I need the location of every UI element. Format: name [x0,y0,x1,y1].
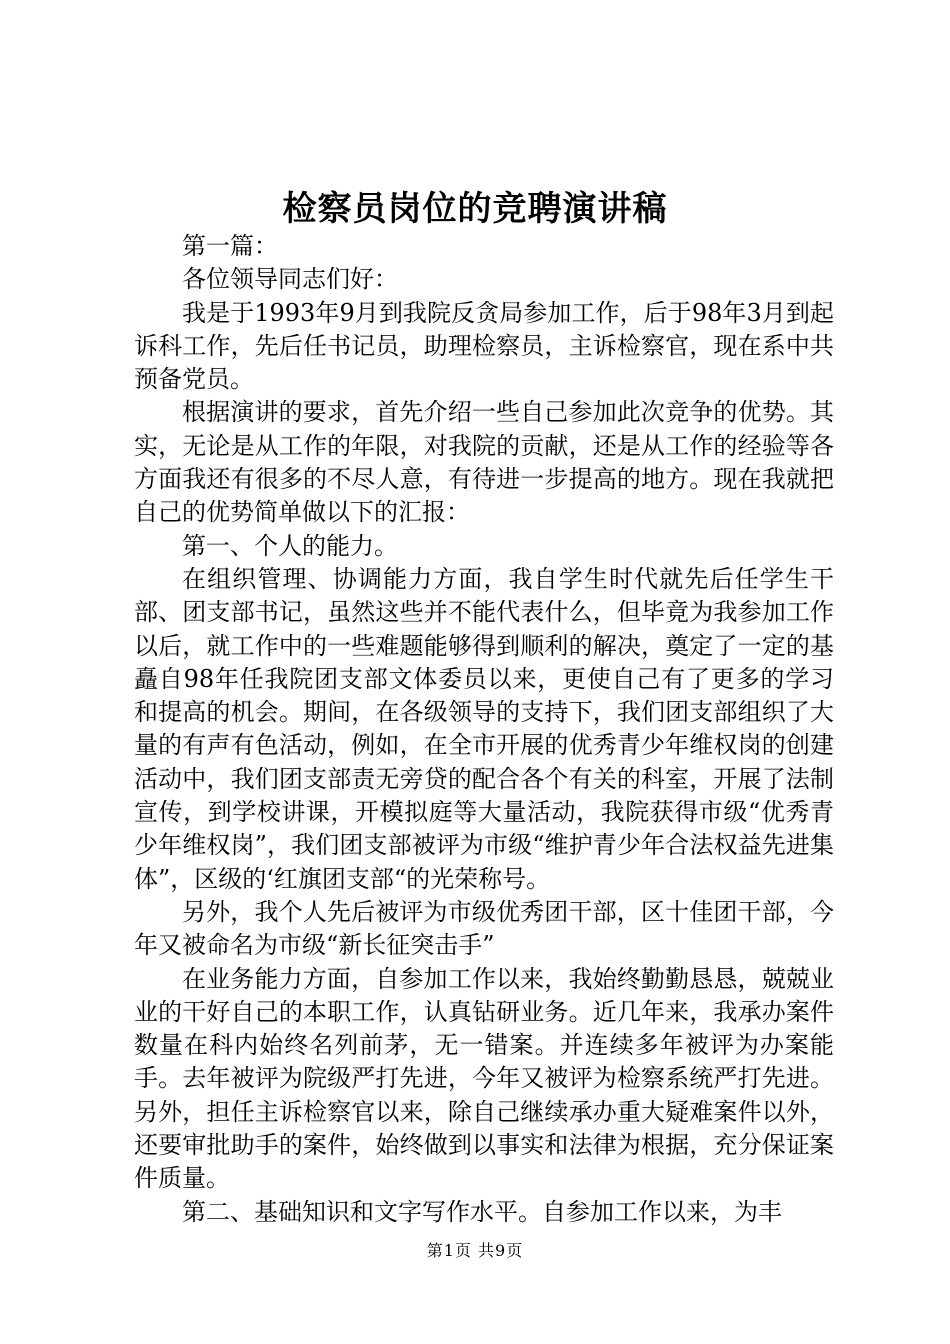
document-title: 检察员岗位的竞聘演讲稿 [282,189,668,229]
document-body [134,230,834,1229]
paragraph: 在业务能力方面，自参加工作以来，我始终勤勤恳恳，兢兢业业的干好自己的本职工作，认真钻研业务。近几年来，我承办案件数量在科内始终名列前茅，无一错案。并连续多年被评为办案能手。去年被评为院级严打先进，今年又被评为检察系统严打先进。另外，担任主诉检察官以来，除自己继续承办重大疑难案件以外，还要审批助手的案件，始终做到以事实和法律为根据，充分保证案件质量。 [134,964,834,1193]
paragraph: 根据演讲的要求，首先介绍一些自己参加此次竞争的优势。其实，无论是从工作的年限，对我院的贡献，还是从工作的经验等各方面我还有很多的不尽人意，有待进一步提高的地方。现在我就把自己的优势简单做以下的汇报： [134,398,834,527]
paragraph: 我是于1993年9月到我院反贪局参加工作，后于98年3月到起诉科工作，先后任书记员，助理检察员，主诉检察官，现在系中共预备党员。 [134,298,834,394]
paragraph: 第二、基础知识和文字写作水平。自参加工作以来，为丰 [182,1197,782,1226]
paragraph: 在组织管理、协调能力方面，我自学生时代就先后任学生干部、团支部书记，虽然这些并不能代表什么，但毕竟为我参加工作以后，就工作中的一些难题能够得到顺利的解决，奠定了一定的基矗自98年任我院团支部文体委员以来，更使自己有了更多的学习和提高的机会。期间，在各级领导的支持下，我们团支部组织了大量的有声有色活动，例如，在全市开展的优秀青少年维权岗的创建活动中，我们团支部责无旁贷的配合各个有关的科室，开展了法制宣传，到学校讲课，开模拟庭等大量活动，我院获得市级“优秀青少年维权岗”，我们团支部被评为市级“维护青少年合法权益先进集体”，区级的‘红旗团支部“的光荣称号。 [134,564,834,893]
paragraph: 第一篇： [182,232,278,260]
page-footer: 第1页 共9页 [426,1241,524,1260]
paragraph: 另外，我个人先后被评为市级优秀团干部，区十佳团干部，今年又被命名为市级“新长征突击手” [134,897,834,960]
paragraph: 第一、个人的能力。 [182,531,398,560]
paragraph: 各位领导同志们好： [182,265,398,294]
